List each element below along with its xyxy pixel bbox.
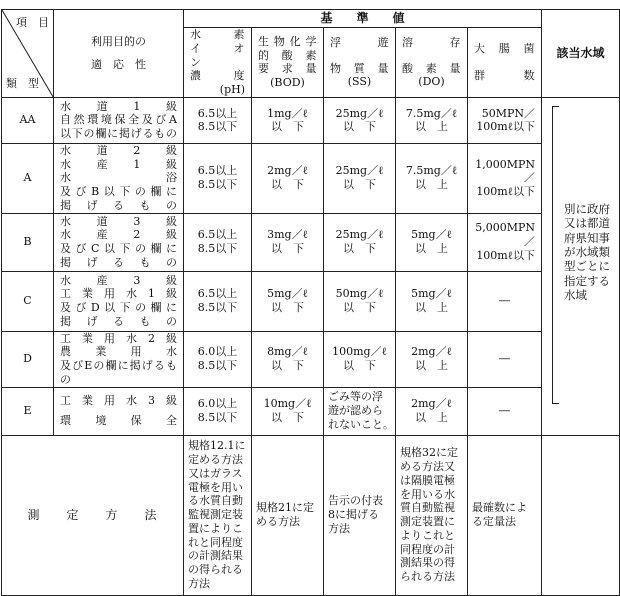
value-line: 以 下 [271, 411, 304, 424]
use-line: 及びB以下の欄に [60, 185, 177, 198]
use-line: 水 浴 [60, 171, 177, 185]
value-line: 1,000MPN／ [475, 157, 536, 185]
value-line: 以 下 [343, 178, 376, 192]
use-line: 環 境 保 全 [60, 414, 177, 427]
ss-cell [324, 213, 396, 271]
method-line: 監視測定装 [188, 508, 243, 522]
coli-header-l3: 群 数 [474, 69, 536, 83]
method-line: 規格12.1に [188, 439, 246, 453]
ph-header [184, 28, 257, 98]
coli-cell [468, 143, 542, 213]
ph-cell [184, 331, 252, 387]
ss-header-l3: 物 質 量 [330, 61, 389, 75]
row-AA [2, 97, 620, 143]
use-line: 水 産 2 級 [60, 228, 177, 242]
value-line: 6.0以上 [197, 345, 238, 359]
value-line: 100mℓ以下 [476, 120, 536, 134]
use-line: 工業用水2級 [60, 331, 177, 345]
do-cell [396, 387, 468, 435]
use-line: 及びEの欄に掲げるもの [60, 359, 177, 386]
use-cell [54, 97, 184, 143]
class-cell: E [2, 387, 54, 435]
value-line: 8.5以下 [197, 411, 238, 424]
use-line: 工業用水1級 [60, 287, 177, 301]
value-line: れないこと。 [328, 417, 394, 431]
value-line: ― [499, 294, 510, 308]
row-D [2, 331, 620, 387]
area-line: 型ごとに [564, 259, 611, 274]
method-line: れと同程度 [188, 535, 243, 549]
do-header-l3: 酸 素 量 [402, 61, 461, 75]
ss-cell [324, 331, 396, 387]
value-line: ごみ等の浮 [328, 390, 383, 404]
method-coli-cell [468, 435, 542, 595]
value-line: 以 上 [415, 411, 448, 424]
value-line: 8.5以下 [197, 120, 238, 134]
value-line: 25mg／ℓ [335, 106, 384, 120]
method-ph-cell [184, 435, 252, 595]
value-line: 5mg／ℓ [411, 228, 452, 242]
value-line: 7.5mg／ℓ [405, 164, 458, 178]
coli-cell [468, 387, 542, 435]
bod-header [252, 28, 324, 98]
ph-cell [184, 97, 252, 143]
row-B [2, 213, 620, 271]
row-E [2, 387, 620, 435]
value-line: 50MPN／ [481, 106, 536, 120]
use-line: 及びC以下の欄に [60, 242, 177, 255]
method-line: 質自動監視 [400, 501, 455, 515]
method-line: める方法 [256, 515, 300, 528]
value-line: 8mg／ℓ [267, 345, 308, 359]
area-header: 該当水域 [542, 10, 620, 98]
value-line: 以 下 [343, 120, 376, 134]
water-quality-standards-table [1, 9, 620, 596]
value-line: 50mg／ℓ [335, 287, 384, 301]
method-line: の計測結果 [188, 549, 243, 563]
corner-type-label: 類 型 [6, 77, 39, 90]
value-line: ― [499, 404, 510, 418]
method-line: 8に掲げる [328, 508, 379, 522]
method-line: を用いる水 [400, 487, 455, 501]
use-line: 水 道 1 級 [60, 99, 177, 113]
value-line: 5mg／ℓ [267, 287, 308, 301]
ph-header-l2: イ オ ン [190, 41, 257, 69]
coli-cell [468, 213, 542, 271]
do-header [396, 28, 468, 98]
class-cell: B [2, 213, 54, 271]
method-line: よりこれと [400, 528, 455, 542]
bod-cell [252, 213, 324, 271]
method-line: の得られる [188, 563, 243, 577]
value-line: 以 下 [343, 242, 376, 255]
header-row-1 [2, 10, 620, 28]
use-line: 掲 げ る も の [60, 314, 177, 328]
value-line: 8.5以下 [197, 178, 238, 192]
value-line: 以 下 [271, 242, 304, 255]
coli-header-l1: 大 腸 菌 [474, 41, 536, 55]
value-line: 8.5以下 [197, 359, 238, 372]
use-line: 水 産 1 級 [60, 157, 177, 171]
method-line: られる方法 [400, 570, 455, 583]
area-line: 水域 [564, 288, 588, 302]
value-line: 以 下 [271, 120, 304, 134]
do-header-unit: (DO) [418, 75, 445, 89]
method-line: る定量法 [472, 515, 516, 528]
use-line: 以下の欄に掲げるもの [60, 127, 177, 141]
bod-cell [252, 331, 324, 387]
value-line: 6.5以上 [197, 164, 238, 178]
area-text [564, 202, 614, 303]
use-line: 水 道 2 級 [60, 143, 177, 157]
method-ss-cell [324, 435, 396, 595]
bracket-line [552, 106, 559, 404]
use-line: 及びD以下の欄に [60, 301, 177, 314]
ss-header-unit: (SS) [347, 75, 372, 89]
use-cell [54, 143, 184, 213]
do-cell [396, 143, 468, 213]
purpose-header-line2: 適 応 性 [91, 58, 146, 72]
bod-cell [252, 143, 324, 213]
method-line: 定める方法 [188, 453, 243, 467]
value-line: 遊が認めら [328, 404, 383, 418]
ss-cell [324, 387, 396, 435]
value-line: 2mg／ℓ [411, 345, 452, 359]
value-line: 100mg／ℓ [332, 345, 387, 359]
method-line: 同程度の計 [400, 542, 455, 556]
method-line: 又はガラス [188, 466, 243, 480]
bod-header-unit: (BOD) [270, 76, 305, 90]
coli-header [468, 28, 542, 98]
method-area-cell [542, 435, 620, 595]
method-line: める方法又 [400, 460, 455, 473]
standard-value-header: 基 準 値 [184, 10, 542, 28]
use-line: 自然環境保全及びA [60, 113, 177, 127]
method-bod-cell [252, 435, 324, 595]
ss-cell [324, 271, 396, 331]
method-line: 規格32に定 [400, 446, 458, 460]
ss-header [324, 28, 396, 98]
method-label: 測 定 方 法 [2, 435, 184, 595]
corner-cell [2, 10, 54, 98]
value-line: 1mg／ℓ [267, 106, 308, 120]
ph-header-unit: (pH) [219, 83, 245, 96]
bod-header-l2: 的 酸 素 [258, 48, 317, 62]
do-cell [396, 331, 468, 387]
ph-cell [184, 271, 252, 331]
value-line: 8.5以下 [197, 301, 238, 314]
method-line: 方法 [188, 576, 210, 590]
method-line: る水質自動 [188, 494, 243, 508]
method-line: 測定装置に [400, 515, 455, 528]
use-line: 掲 げ る も の [60, 255, 177, 269]
value-line: 以 上 [415, 359, 448, 372]
area-line: 指定する [564, 273, 611, 288]
value-line: 以 上 [415, 120, 448, 134]
bod-header-l3: 要 求 量 [258, 62, 317, 76]
method-line: 測結果の得 [400, 556, 455, 570]
value-line: 5mg／ℓ [411, 287, 452, 301]
use-line: 農 業 用 水 [60, 345, 177, 359]
value-line: 以 下 [343, 301, 376, 314]
row-method [2, 435, 620, 595]
value-line: 25mg／ℓ [335, 164, 384, 178]
value-line: 以 下 [271, 301, 304, 314]
value-line: 以 上 [415, 301, 448, 314]
use-line: 掲 げ る も の [60, 198, 177, 212]
use-line: 水 道 3 級 [60, 214, 177, 228]
ph-header-l1: 水 素 [190, 28, 245, 41]
use-cell [54, 213, 184, 271]
ss-cell [324, 143, 396, 213]
do-cell [396, 213, 468, 271]
corner-item-label: 項 目 [16, 16, 49, 29]
coli-cell [468, 97, 542, 143]
ss-header-l1: 浮 遊 [330, 35, 389, 49]
bod-cell [252, 271, 324, 331]
method-line: 置によりこ [188, 521, 243, 535]
class-cell: C [2, 271, 54, 331]
value-line: 2mg／ℓ [411, 397, 452, 411]
ph-header-l3: 濃 度 [190, 69, 245, 83]
use-line: 工業用水3級 [60, 394, 177, 408]
purpose-header [54, 10, 184, 98]
value-line: 7.5mg／ℓ [405, 106, 458, 120]
area-line: 別に政府 [564, 201, 611, 216]
class-cell: D [2, 331, 54, 387]
ph-cell [184, 387, 252, 435]
use-line: 水 産 3 級 [60, 273, 177, 287]
bod-cell [252, 387, 324, 435]
method-line: 規格21に定 [256, 501, 314, 515]
area-cell [542, 97, 620, 435]
coli-cell [468, 331, 542, 387]
value-line: 2mg／ℓ [267, 164, 308, 178]
bod-cell [252, 97, 324, 143]
value-line: 以 下 [271, 359, 304, 372]
value-line: 6.5以上 [197, 228, 238, 242]
value-line: 10mg／ℓ [263, 397, 312, 411]
row-C [2, 271, 620, 331]
ph-cell [184, 143, 252, 213]
value-line: 6.5以上 [197, 287, 238, 301]
value-line: 6.5以上 [197, 106, 238, 120]
class-cell: AA [2, 97, 54, 143]
value-line: 25mg／ℓ [335, 228, 384, 242]
value-line: 100mℓ以下 [476, 185, 536, 198]
value-line: 以 上 [415, 242, 448, 255]
value-line: 以 下 [343, 359, 376, 372]
row-A [2, 143, 620, 213]
value-line: ― [499, 352, 510, 366]
method-line: 方法 [328, 521, 350, 535]
method-line: 最確数によ [472, 501, 527, 515]
coli-cell [468, 271, 542, 331]
method-line: は隔膜電極 [400, 473, 455, 487]
do-cell [396, 97, 468, 143]
ph-cell [184, 213, 252, 271]
method-line: 告示の付表 [328, 494, 383, 508]
ss-cell [324, 97, 396, 143]
value-line: 3mg／ℓ [267, 228, 308, 242]
value-line: 100mℓ以下 [476, 248, 536, 262]
use-cell [54, 331, 184, 387]
do-header-l1: 溶 存 [402, 35, 461, 49]
class-cell: A [2, 143, 54, 213]
area-line: が水域類 [564, 244, 611, 259]
bod-header-l1: 生物化学 [258, 34, 317, 48]
value-line: 5,000MPN／ [475, 221, 536, 249]
value-line: 8.5以下 [197, 242, 238, 255]
area-line: 府県知事 [564, 230, 611, 245]
value-line: 以 下 [271, 178, 304, 192]
purpose-header-line1: 利用目的の [91, 34, 146, 48]
use-cell [54, 271, 184, 331]
value-line: 以 上 [415, 178, 448, 192]
method-do-cell [396, 435, 468, 595]
do-cell [396, 271, 468, 331]
use-cell [54, 387, 184, 435]
value-line: 6.0以上 [197, 397, 238, 411]
method-line: 電極を用い [188, 480, 243, 494]
area-line: 又は都道 [564, 216, 611, 231]
